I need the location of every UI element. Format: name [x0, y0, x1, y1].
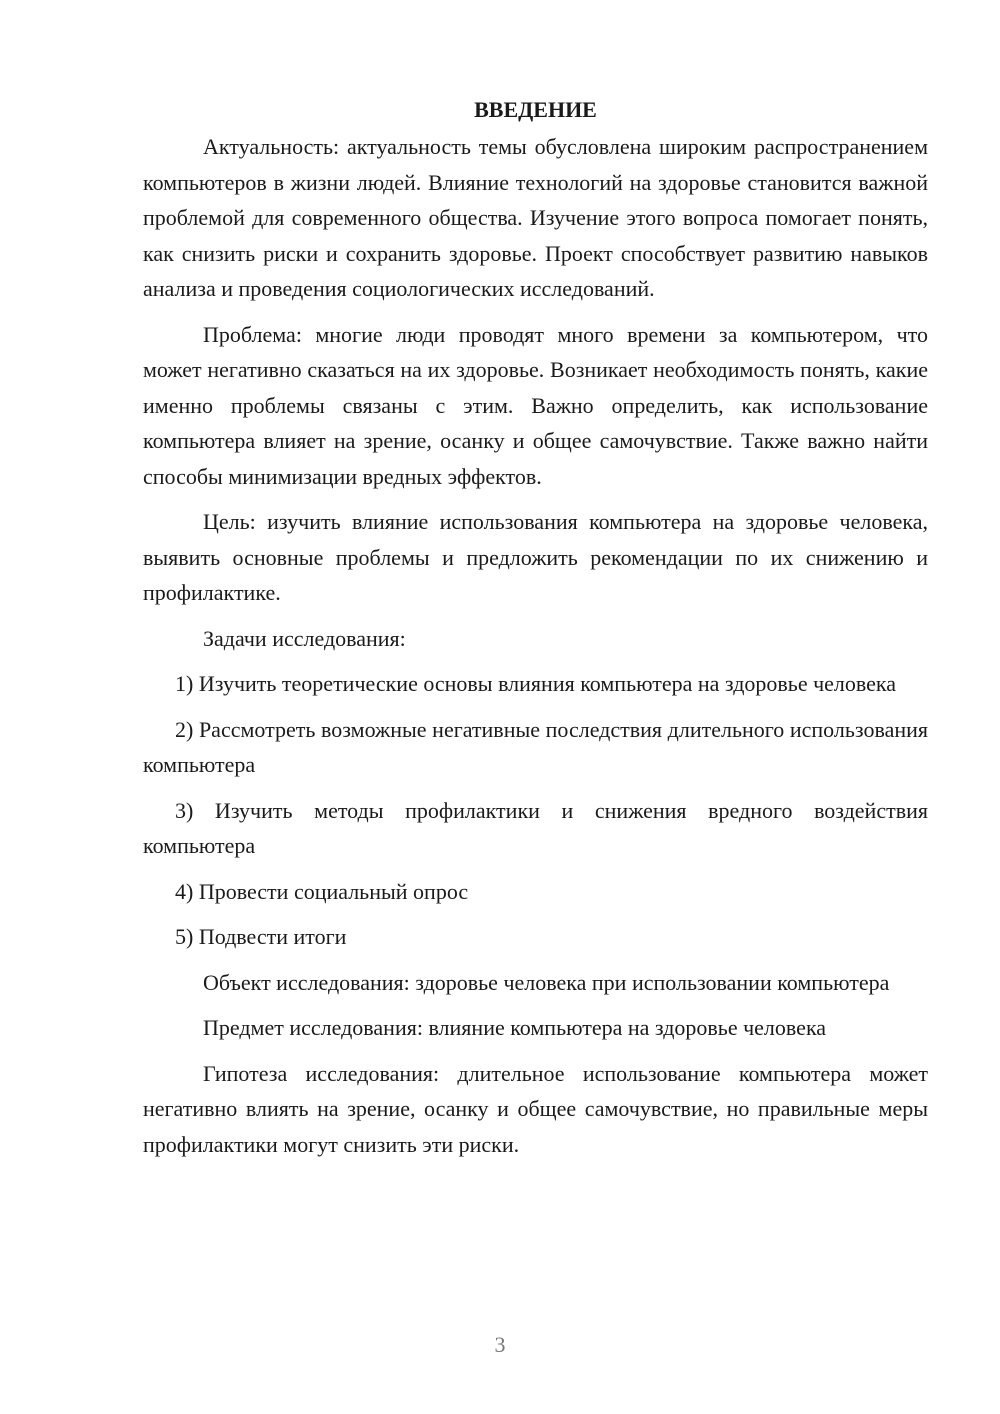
task-item: 5) Подвести итоги	[175, 924, 347, 949]
relevance-paragraph: Актуальность: актуальность темы обусловлена широким распространением компьютеров в жизни людей. Влияние технологий на здоровье становится важной проблемой для современного общества. Изучение этого вопроса помогает понять, как снизить риски и сохранить здоровье. Проект способствует развитию навыков анализа и проведения социологических исследований.	[143, 134, 928, 301]
task-item: 3) Изучить методы профилактики и снижения вредного воздействия компьютера	[143, 797, 928, 858]
task-item: 2) Рассмотреть возможные негативные последствия длительного использования компьютера	[143, 716, 928, 777]
document-page	[143, 92, 928, 1172]
goal-paragraph: Цель: изучить влияние использования компьютера на здоровье человека, выявить основные проблемы и предложить рекомендации по их снижению и профилактике.	[143, 509, 928, 605]
object-paragraph: Объект исследования: здоровье человека при использовании компьютера	[203, 969, 890, 995]
task-item: 1) Изучить теоретические основы влияния компьютера на здоровье человека	[175, 671, 897, 696]
section-title: ВВЕДЕНИЕ	[474, 97, 597, 122]
problem-paragraph: Проблема: многие люди проводят много времени за компьютером, что может негативно сказаться на их здоровье. Возникает необходимость понять, какие именно проблемы связаны с этим. Важно определить, как использование компьютера влияет на зрение, осанку и общее самочувствие. Также важно найти способы минимизации вредных эффектов.	[143, 321, 928, 489]
tasks-heading: Задачи исследования:	[203, 625, 406, 651]
subject-paragraph: Предмет исследования: влияние компьютера на здоровье человека	[203, 1015, 827, 1040]
page-number: 3	[494, 1332, 506, 1357]
hypothesis-paragraph: Гипотеза исследования: длительное использование компьютера может негативно влиять на зрение, осанку и общее самочувствие, но правильные меры профилактики могут снизить эти риски.	[143, 1060, 928, 1157]
task-item: 4) Провести социальный опрос	[175, 878, 469, 904]
